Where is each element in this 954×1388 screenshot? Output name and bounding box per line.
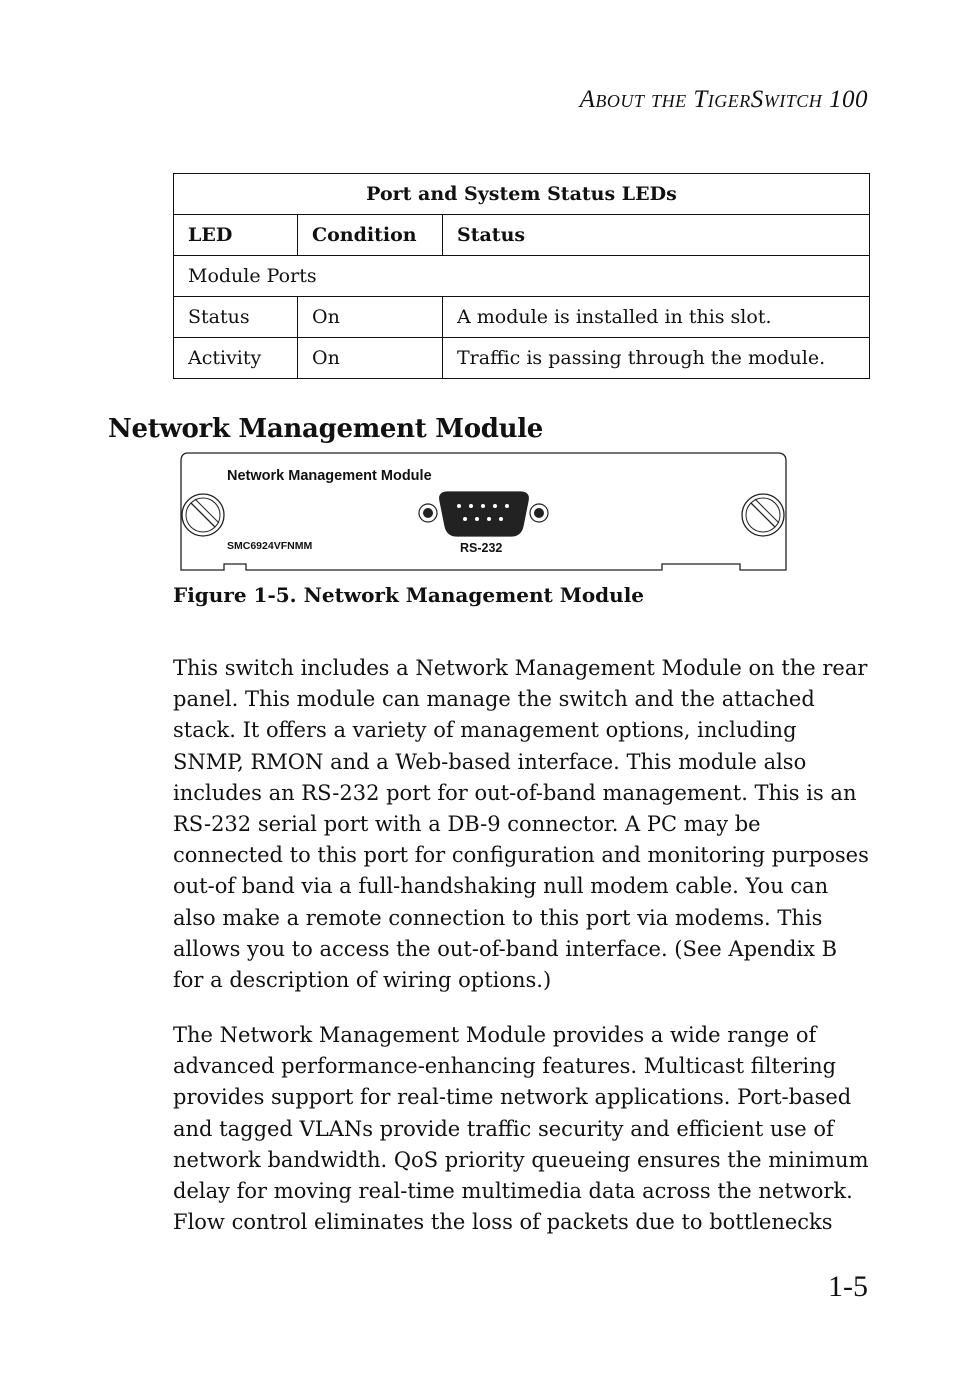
right-screw-icon (742, 494, 784, 536)
led-status-table (173, 173, 870, 379)
table-cell: Status (174, 297, 298, 338)
table-caption: Port and System Status LEDs (174, 174, 870, 215)
table-cell: Activity (174, 338, 298, 379)
table-group-row (174, 256, 870, 297)
section-title: Network Management Module (108, 414, 544, 444)
table-cell: Traffic is passing through the module. (443, 338, 870, 379)
db9-connector-icon (419, 492, 548, 536)
column-header-led: LED (174, 215, 298, 256)
table-row (174, 338, 870, 379)
table-row (174, 297, 870, 338)
table-cell: On (298, 338, 443, 379)
model-label: SMC6924VFNMM (227, 540, 313, 552)
page-number: 1-5 (828, 1270, 868, 1303)
table-caption-row (174, 174, 870, 215)
left-screw-icon (182, 494, 224, 536)
body-paragraph: This switch includes a Network Management Module on the rear panel. This module can manage the switch and the attached stack. It offers a variety of management options, including SNMP, RMON and a Web-based interface. This module also includes an RS-232 port for out-of-band management. This is an RS-232 serial port with a DB-9 connector. A PC may be connected to this port for configuration and monitoring purposes out-of band via a full-handshaking null modem cable. You can also make a remote connection to this port via modems. This allows you to access the out-of-band interface. (See Apendix B for a description of wiring options.) (173, 656, 869, 993)
running-head: About the TigerSwitch 100 (579, 86, 868, 113)
column-header-condition: Condition (298, 215, 443, 256)
table-header-row (174, 215, 870, 256)
module-label: Network Management Module (227, 468, 432, 484)
module-drawing (180, 452, 788, 574)
module-illustration (180, 452, 788, 578)
table-cell: On (298, 297, 443, 338)
port-label: RS-232 (460, 541, 503, 555)
figure-caption: Figure 1-5. Network Management Module (173, 583, 645, 607)
body-paragraph: The Network Management Module provides a wide range of advanced performance-enhancing features. Multicast filtering provides support for real-time network applications. Port-based and tagged VLANs provide traffic security and efficient use of network bandwidth. QoS priority queueing ensures the minimum delay for moving real-time multimedia data across the network. Flow control eliminates the loss of packets due to bottlenecks (173, 1023, 869, 1235)
group-label: Module Ports (174, 256, 870, 297)
table-cell: A module is installed in this slot. (443, 297, 870, 338)
column-header-status: Status (443, 215, 870, 256)
